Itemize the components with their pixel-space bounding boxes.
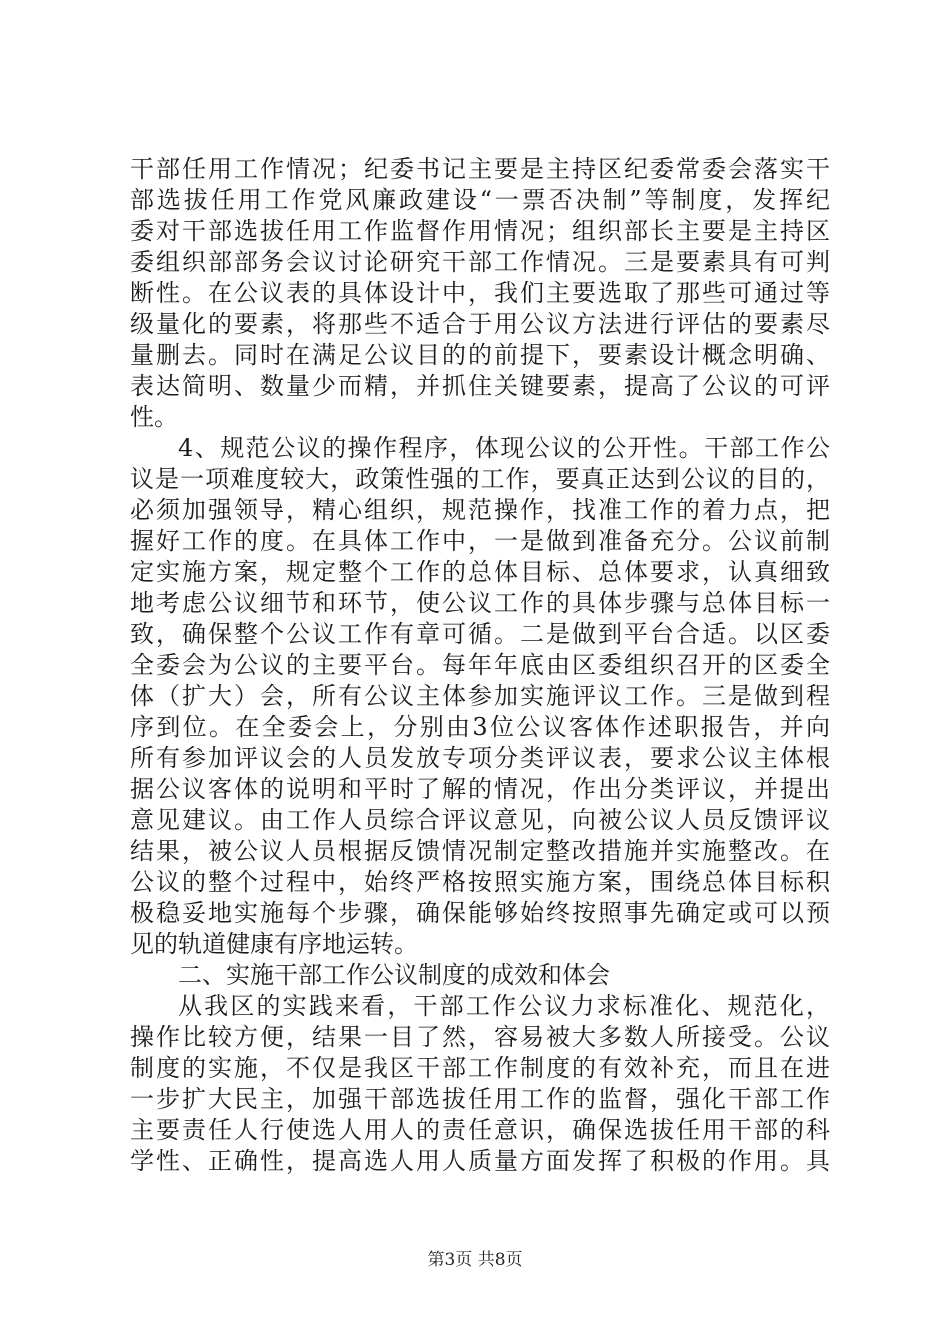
text-line: 委组织部部务会议讨论研究干部工作情况。三是要素具有可判	[130, 248, 830, 276]
text-line: 结果，被公议人员根据反馈情况制定整改措施并实施整改。在	[130, 837, 830, 865]
text-line: 据公议客体的说明和平时了解的情况，作出分类评议，并提出	[130, 775, 830, 803]
text-line: 致，确保整个公议工作有章可循。二是做到平台合适。以区委	[130, 620, 830, 648]
text-line: 4、规范公议的操作程序，体现公议的公开性。干部工作公	[178, 434, 830, 462]
text-line: 议是一项难度较大，政策性强的工作，要真正达到公议的目的，	[130, 465, 830, 493]
text-line: 公议的整个过程中，始终严格按照实施方案，围绕总体目标积	[130, 868, 830, 896]
text-line: 性。	[130, 403, 178, 431]
text-line: 必须加强领导，精心组织，规范操作，找准工作的着力点，把	[130, 496, 830, 524]
text-line: 部选拔任用工作党风廉政建设“一票否决制”等制度，发挥纪	[130, 186, 830, 214]
text-line: 一步扩大民主，加强干部选拔任用工作的监督，强化干部工作	[130, 1085, 830, 1113]
text-line: 操作比较方便，结果一目了然，容易被大多数人所接受。公议	[130, 1023, 830, 1051]
text-line: 干部任用工作情况；纪委书记主要是主持区纪委常委会落实干	[130, 155, 830, 183]
text-line: 级量化的要素，将那些不适合于用公议方法进行评估的要素尽	[130, 310, 830, 338]
text-line: 制度的实施，不仅是我区干部工作制度的有效补充，而且在进	[130, 1054, 830, 1082]
text-line: 地考虑公议细节和环节，使公议工作的具体步骤与总体目标一	[130, 589, 830, 617]
text-line: 量删去。同时在满足公议目的的前提下，要素设计概念明确、	[130, 341, 830, 369]
text-line: 意见建议。由工作人员综合评议意见，向被公议人员反馈评议	[130, 806, 830, 834]
text-line: 二、实施干部工作公议制度的成效和体会	[178, 961, 610, 989]
text-line: 见的轨道健康有序地运转。	[130, 930, 418, 958]
text-line: 极稳妥地实施每个步骤，确保能够始终按照事先确定或可以预	[130, 899, 830, 927]
text-line: 体（扩大）会，所有公议主体参加实施评议工作。三是做到程	[130, 682, 830, 710]
text-line: 从我区的实践来看，干部工作公议力求标准化、规范化，	[178, 992, 830, 1020]
text-line: 序到位。在全委会上，分别由3位公议客体作述职报告，并向	[130, 713, 830, 741]
text-line: 学性、正确性，提高选人用人质量方面发挥了积极的作用。具	[130, 1147, 830, 1175]
text-line: 定实施方案，规定整个工作的总体目标、总体要求，认真细致	[130, 558, 830, 586]
text-line: 所有参加评议会的人员发放专项分类评议表，要求公议主体根	[130, 744, 830, 772]
text-line: 表达简明、数量少而精，并抓住关键要素，提高了公议的可评	[130, 372, 830, 400]
body-text	[130, 154, 830, 1177]
text-line: 握好工作的度。在具体工作中，一是做到准备充分。公议前制	[130, 527, 830, 555]
text-line: 全委会为公议的主要平台。每年年底由区委组织召开的区委全	[130, 651, 830, 679]
text-line: 断性。在公议表的具体设计中，我们主要选取了那些可通过等	[130, 279, 830, 307]
text-line: 主要责任人行使选人用人的责任意识，确保选拔任用干部的科	[130, 1116, 830, 1144]
text-line: 委对干部选拔任用工作监督作用情况；组织部长主要是主持区	[130, 217, 830, 245]
page-footer: 第3页 共8页	[427, 1250, 523, 1270]
